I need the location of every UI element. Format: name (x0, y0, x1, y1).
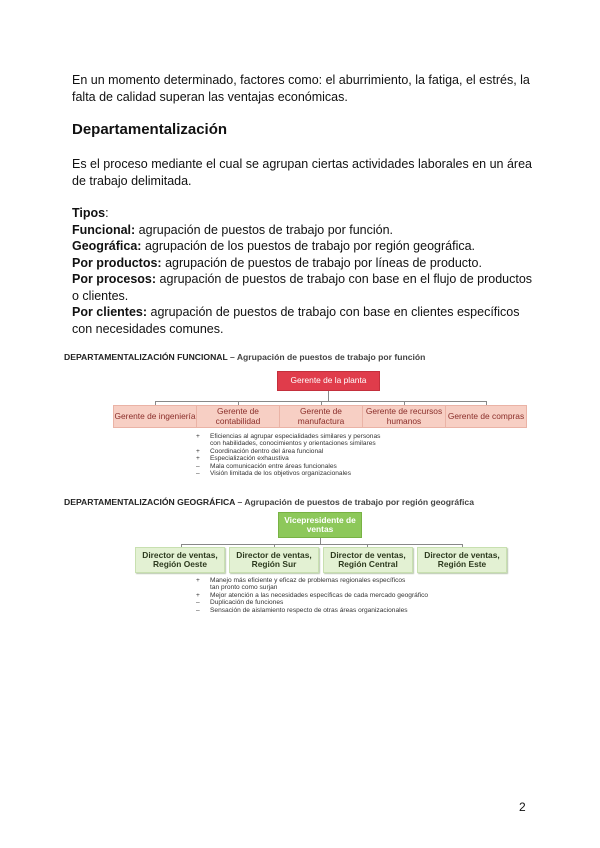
tipos-label: Tipos (72, 206, 106, 220)
point-symbol: – (196, 606, 200, 614)
point-item (196, 470, 380, 477)
tipo-desc: agrupación de puestos de trabajo con base en clientes específicos con necesidades comunes. (72, 305, 520, 336)
tipo-item (72, 271, 542, 304)
intro-paragraph: En un momento determinado, factores como: el aburrimiento, la fatiga, el estrés, la falta de calidad superan las ventajas económicas. (72, 73, 530, 104)
point-symbol: + (196, 455, 200, 463)
funcional-box-manufactura: Gerente de manufactura (279, 405, 363, 428)
point-symbol (196, 584, 210, 591)
page-number: 2 (519, 800, 526, 814)
funcional-top-box: Gerente de la planta (277, 371, 380, 391)
funcional-title-main: DEPARTAMENTALIZACIÓN FUNCIONAL (64, 352, 228, 362)
tipo-item (72, 238, 542, 255)
point-item (196, 607, 428, 614)
funcional-box-rrhh: Gerente de recursos humanos (362, 405, 446, 428)
point-item (196, 440, 380, 447)
geografica-box-este: Director de ventas, Región Este (417, 547, 507, 573)
funcional-box-compras: Gerente de compras (445, 405, 527, 428)
funcional-box-contabilidad: Gerente de contabilidad (196, 405, 280, 428)
tipo-desc: agrupación de puestos de trabajo con base en el flujo de productos o clientes. (72, 272, 533, 303)
tipo-term: Geográfica: (72, 239, 142, 253)
tipo-term: Funcional: (72, 222, 136, 237)
geografica-points (196, 577, 428, 614)
geografica-title-main: DEPARTAMENTALIZACIÓN GEOGRÁFICA (64, 497, 236, 507)
point-symbol: – (196, 599, 200, 607)
geografica-box-sur: Director de ventas, Región Sur (229, 547, 319, 573)
connector-line (181, 544, 462, 545)
point-item (196, 463, 380, 470)
point-item (196, 433, 380, 440)
point-symbol: + (196, 591, 200, 599)
point-item (196, 584, 428, 591)
tipo-desc: agrupación de puestos de trabajo por función. (135, 222, 394, 237)
point-symbol: – (196, 462, 200, 470)
point-text: Duplicación de funciones (210, 599, 284, 607)
point-text: Mala comunicación entre áreas funcionales (210, 462, 337, 470)
tipo-item (72, 255, 542, 272)
funcional-points (196, 433, 380, 477)
section-heading: Departamentalización (72, 121, 228, 138)
tipo-term: Por clientes: (72, 305, 148, 319)
tipo-desc: agrupación de los puestos de trabajo por región geográfica. (141, 239, 476, 253)
tipo-desc: agrupación de puestos de trabajo por líneas de producto. (161, 255, 482, 270)
point-symbol: + (196, 577, 200, 584)
point-text: tan pronto como surjan (210, 584, 278, 592)
point-text: Coordinación dentro del área funcional (210, 447, 324, 455)
geografica-title-sub: – Agrupación de puestos de trabajo por región geográfica (235, 497, 474, 507)
tipo-item (72, 304, 542, 337)
point-text: Especialización exhaustiva (210, 455, 289, 463)
tipo-term: Por procesos: (72, 272, 157, 286)
point-item (196, 577, 428, 584)
point-item (196, 448, 380, 455)
point-text: Eficiencias al agrupar especialidades similares y personas (210, 433, 381, 440)
point-symbol (196, 440, 210, 447)
geografica-figure-title (64, 497, 474, 507)
geografica-box-oeste: Director de ventas, Región Oeste (135, 547, 225, 573)
geografica-top-box: Vicepresidente de ventas (278, 512, 362, 538)
point-text: Visión limitada de los objetivos organizacionales (210, 470, 351, 478)
tipos-list (72, 205, 542, 337)
tipo-item (72, 222, 542, 239)
funcional-figure-title (64, 352, 425, 362)
point-text: Manejo más eficiente y eficaz de problemas regionales específicos (210, 577, 406, 584)
point-item (196, 592, 428, 599)
geografica-box-central: Director de ventas, Región Central (323, 547, 413, 573)
point-symbol: + (196, 433, 200, 440)
point-symbol: + (196, 447, 200, 455)
tipos-label-line: Tipos: (72, 206, 109, 220)
point-text: con habilidades, conocimientos y orientaciones similares (210, 440, 376, 448)
point-text: Mejor atención a las necesidades específicas de cada mercado geográfico (210, 591, 429, 599)
funcional-title-sub: – Agrupación de puestos de trabajo por función (227, 352, 426, 362)
point-item (196, 455, 380, 462)
definition-paragraph: Es el proceso mediante el cual se agrupan ciertas actividades laborales en un área de trabajo delimitada. (72, 157, 532, 188)
point-text: Sensación de aislamiento respecto de otras áreas organizacionales (210, 606, 408, 614)
tipo-term: Por productos: (72, 255, 162, 270)
funcional-box-ingenieria: Gerente de ingeniería (113, 405, 197, 428)
point-item (196, 599, 428, 606)
point-symbol: – (196, 470, 200, 478)
